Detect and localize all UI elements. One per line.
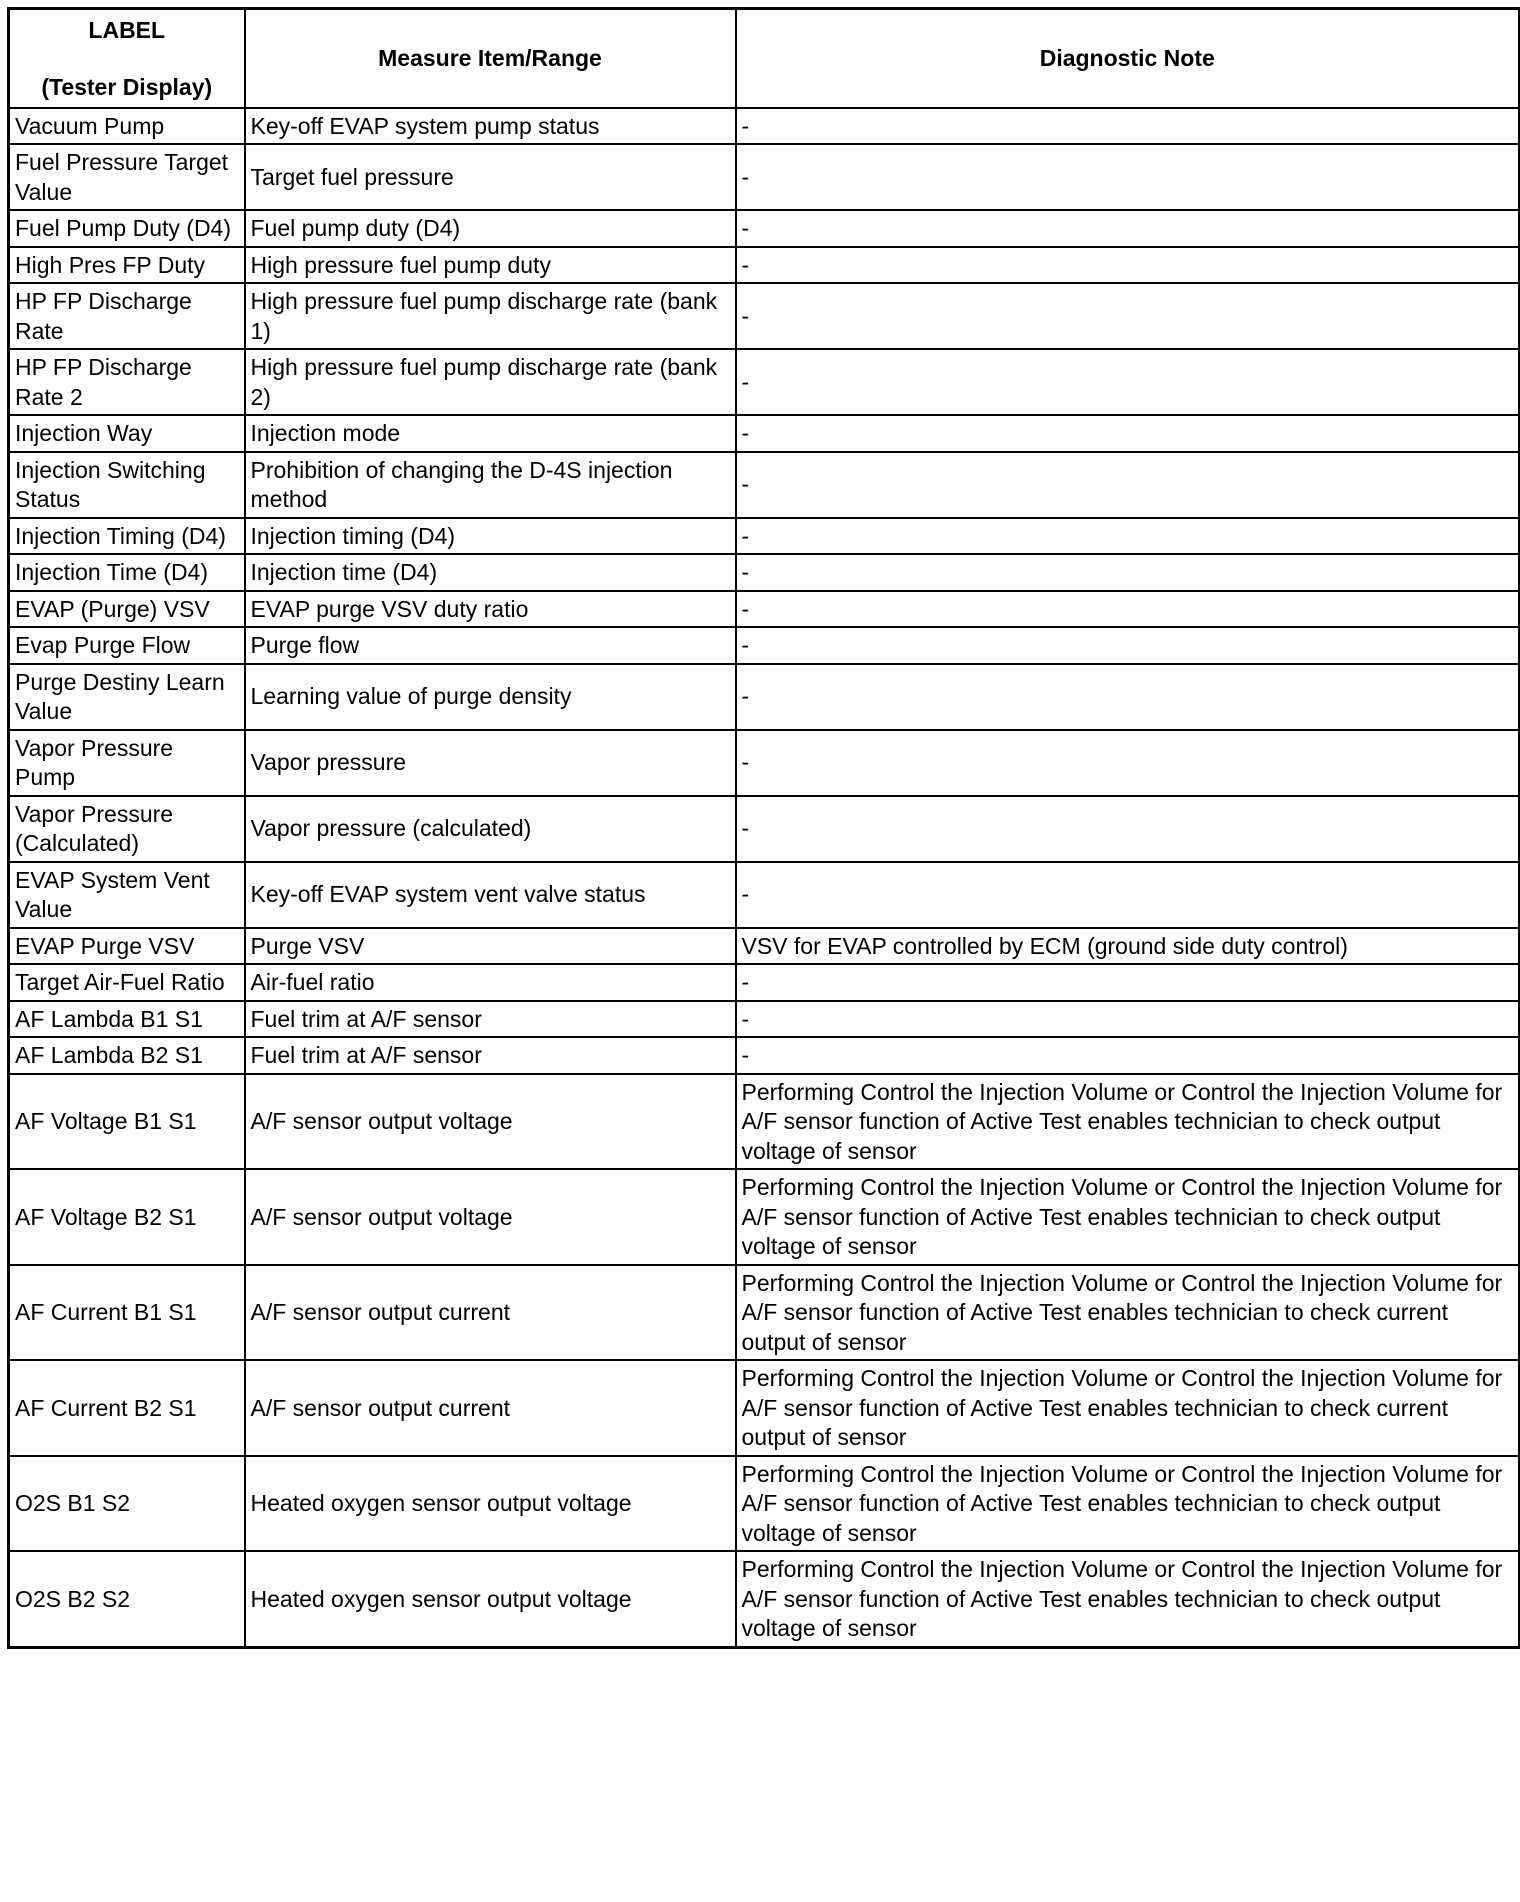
cell-note: - xyxy=(736,591,1520,628)
table-row xyxy=(9,1037,1520,1074)
cell-label: EVAP (Purge) VSV xyxy=(9,591,245,628)
cell-label: Target Air-Fuel Ratio xyxy=(9,964,245,1001)
cell-note: Performing Control the Injection Volume or Control the Injection Volume for A/F sensor function of Active Test enables technician to check output voltage of sensor xyxy=(736,1074,1520,1170)
cell-label: High Pres FP Duty xyxy=(9,247,245,284)
header-label-line2: (Tester Display) xyxy=(41,73,213,100)
cell-measure: EVAP purge VSV duty ratio xyxy=(245,591,736,628)
cell-label: AF Current B2 S1 xyxy=(9,1360,245,1456)
cell-label: Injection Time (D4) xyxy=(9,554,245,591)
cell-measure: Injection mode xyxy=(245,415,736,452)
cell-measure: Fuel trim at A/F sensor xyxy=(245,1037,736,1074)
cell-measure: Vapor pressure xyxy=(245,730,736,796)
cell-measure: High pressure fuel pump discharge rate (bank 1) xyxy=(245,283,736,349)
cell-measure: A/F sensor output voltage xyxy=(245,1074,736,1170)
cell-label: Vapor Pressure Pump xyxy=(9,730,245,796)
cell-note: Performing Control the Injection Volume or Control the Injection Volume for A/F sensor function of Active Test enables technician to check current output of sensor xyxy=(736,1360,1520,1456)
cell-label: Injection Way xyxy=(9,415,245,452)
table-row xyxy=(9,108,1520,145)
cell-label: Vapor Pressure (Calculated) xyxy=(9,796,245,862)
table-row xyxy=(9,415,1520,452)
cell-measure: Fuel pump duty (D4) xyxy=(245,210,736,247)
cell-label: HP FP Discharge Rate xyxy=(9,283,245,349)
table-row xyxy=(9,591,1520,628)
cell-label: Purge Destiny Learn Value xyxy=(9,664,245,730)
cell-measure: Air-fuel ratio xyxy=(245,964,736,1001)
cell-label: Fuel Pressure Target Value xyxy=(9,144,245,210)
table-row xyxy=(9,554,1520,591)
cell-note: VSV for EVAP controlled by ECM (ground side duty control) xyxy=(736,928,1520,965)
cell-measure: Heated oxygen sensor output voltage xyxy=(245,1456,736,1552)
data-list-table xyxy=(7,7,1520,1649)
table-row xyxy=(9,964,1520,1001)
cell-note: - xyxy=(736,247,1520,284)
cell-label: EVAP Purge VSV xyxy=(9,928,245,965)
cell-measure: Purge flow xyxy=(245,627,736,664)
table-row xyxy=(9,730,1520,796)
cell-measure: Learning value of purge density xyxy=(245,664,736,730)
cell-label: O2S B2 S2 xyxy=(9,1551,245,1647)
document-page xyxy=(7,7,1518,1897)
cell-note: - xyxy=(736,796,1520,862)
header-label-line1: LABEL xyxy=(88,16,166,43)
cell-note: - xyxy=(736,964,1520,1001)
cell-note: - xyxy=(736,452,1520,518)
cell-measure: Heated oxygen sensor output voltage xyxy=(245,1551,736,1647)
cell-label: Fuel Pump Duty (D4) xyxy=(9,210,245,247)
cell-note: Performing Control the Injection Volume or Control the Injection Volume for A/F sensor function of Active Test enables technician to check output voltage of sensor xyxy=(736,1169,1520,1265)
table-body xyxy=(9,108,1520,1648)
table-row xyxy=(9,1001,1520,1038)
cell-measure: Fuel trim at A/F sensor xyxy=(245,1001,736,1038)
cell-measure: Vapor pressure (calculated) xyxy=(245,796,736,862)
cell-note: - xyxy=(736,730,1520,796)
table-row xyxy=(9,664,1520,730)
cell-label: AF Voltage B2 S1 xyxy=(9,1169,245,1265)
cell-measure: Key-off EVAP system vent valve status xyxy=(245,862,736,928)
table-row xyxy=(9,1551,1520,1647)
cell-note: - xyxy=(736,554,1520,591)
table-row xyxy=(9,627,1520,664)
cell-note: Performing Control the Injection Volume or Control the Injection Volume for A/F sensor function of Active Test enables technician to check current output of sensor xyxy=(736,1265,1520,1361)
cell-label: Evap Purge Flow xyxy=(9,627,245,664)
cell-label: AF Lambda B1 S1 xyxy=(9,1001,245,1038)
table-row xyxy=(9,1169,1520,1265)
table-row xyxy=(9,1074,1520,1170)
table-row xyxy=(9,1265,1520,1361)
cell-note: - xyxy=(736,1001,1520,1038)
cell-measure: High pressure fuel pump discharge rate (bank 2) xyxy=(245,349,736,415)
cell-note: Performing Control the Injection Volume or Control the Injection Volume for A/F sensor function of Active Test enables technician to check output voltage of sensor xyxy=(736,1456,1520,1552)
cell-note: - xyxy=(736,627,1520,664)
cell-note: Performing Control the Injection Volume or Control the Injection Volume for A/F sensor function of Active Test enables technician to check output voltage of sensor xyxy=(736,1551,1520,1647)
cell-measure: A/F sensor output current xyxy=(245,1265,736,1361)
table-row xyxy=(9,518,1520,555)
table-row xyxy=(9,862,1520,928)
table-row xyxy=(9,452,1520,518)
cell-measure: Injection time (D4) xyxy=(245,554,736,591)
cell-label: Vacuum Pump xyxy=(9,108,245,145)
table-header xyxy=(9,9,1520,108)
header-label xyxy=(9,9,245,108)
cell-note: - xyxy=(736,144,1520,210)
cell-label: Injection Timing (D4) xyxy=(9,518,245,555)
cell-note: - xyxy=(736,664,1520,730)
cell-label: EVAP System Vent Value xyxy=(9,862,245,928)
table-row xyxy=(9,928,1520,965)
cell-measure: Purge VSV xyxy=(245,928,736,965)
cell-measure: Key-off EVAP system pump status xyxy=(245,108,736,145)
table-row xyxy=(9,283,1520,349)
table-row xyxy=(9,247,1520,284)
cell-measure: Target fuel pressure xyxy=(245,144,736,210)
cell-note: - xyxy=(736,862,1520,928)
cell-measure: High pressure fuel pump duty xyxy=(245,247,736,284)
table-row xyxy=(9,210,1520,247)
cell-note: - xyxy=(736,349,1520,415)
cell-note: - xyxy=(736,518,1520,555)
header-row xyxy=(9,9,1520,108)
cell-label: Injection Switching Status xyxy=(9,452,245,518)
cell-measure: Prohibition of changing the D-4S injection method xyxy=(245,452,736,518)
cell-measure: Injection timing (D4) xyxy=(245,518,736,555)
cell-note: - xyxy=(736,283,1520,349)
cell-label: AF Voltage B1 S1 xyxy=(9,1074,245,1170)
table-row xyxy=(9,1360,1520,1456)
cell-measure: A/F sensor output voltage xyxy=(245,1169,736,1265)
header-note: Diagnostic Note xyxy=(736,9,1520,108)
cell-measure: A/F sensor output current xyxy=(245,1360,736,1456)
table-row xyxy=(9,796,1520,862)
cell-note: - xyxy=(736,415,1520,452)
cell-label: AF Lambda B2 S1 xyxy=(9,1037,245,1074)
cell-label: HP FP Discharge Rate 2 xyxy=(9,349,245,415)
cell-label: O2S B1 S2 xyxy=(9,1456,245,1552)
table-row xyxy=(9,1456,1520,1552)
cell-note: - xyxy=(736,210,1520,247)
cell-note: - xyxy=(736,108,1520,145)
header-measure: Measure Item/Range xyxy=(245,9,736,108)
table-row xyxy=(9,144,1520,210)
cell-label: AF Current B1 S1 xyxy=(9,1265,245,1361)
cell-note: - xyxy=(736,1037,1520,1074)
table-row xyxy=(9,349,1520,415)
